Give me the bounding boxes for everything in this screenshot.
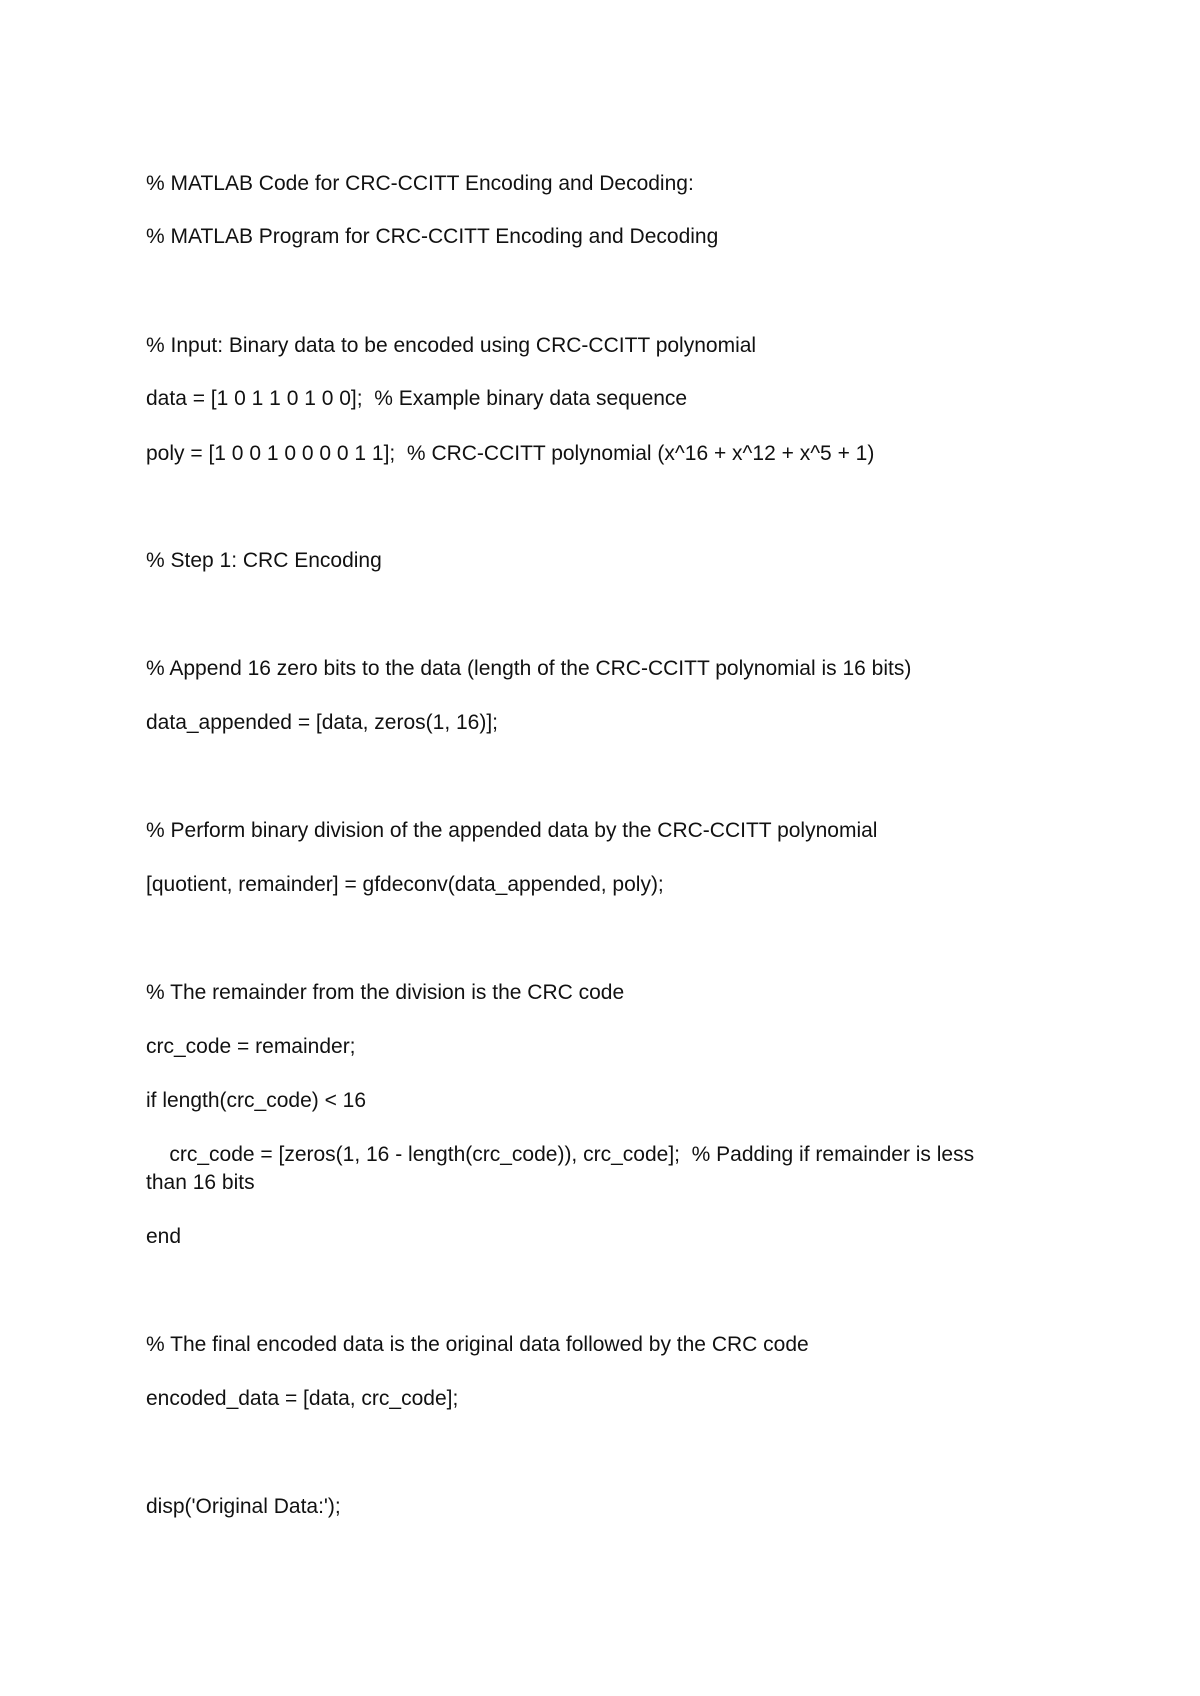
code-comment-input: % Input: Binary data to be encoded using CRC-CCITT polynomial xyxy=(146,334,757,357)
code-line-data: data = [1 0 1 1 0 1 0 0]; % Example binary data sequence xyxy=(146,387,688,410)
code-line-data-appended: data_appended = [data, zeros(1, 16)]; xyxy=(146,711,499,734)
code-comment-append: % Append 16 zero bits to the data (length of the CRC-CCITT polynomial is 16 bits) xyxy=(146,657,912,680)
code-line-end: end xyxy=(146,1225,182,1248)
code-line-padding-cont: than 16 bits xyxy=(146,1171,255,1194)
code-comment-step1: % Step 1: CRC Encoding xyxy=(146,549,382,572)
code-comment-remainder: % The remainder from the division is the CRC code xyxy=(146,981,625,1004)
code-line-gfdeconv: [quotient, remainder] = gfdeconv(data_appended, poly); xyxy=(146,873,664,896)
code-line-disp: disp('Original Data:'); xyxy=(146,1495,341,1518)
code-comment-final: % The final encoded data is the original data followed by the CRC code xyxy=(146,1333,809,1356)
code-line-crc-code: crc_code = remainder; xyxy=(146,1035,356,1058)
code-line-poly: poly = [1 0 0 1 0 0 0 0 1 1]; % CRC-CCITT polynomial (x^16 + x^12 + x^5 + 1) xyxy=(146,442,875,465)
code-line-if: if length(crc_code) < 16 xyxy=(146,1089,367,1112)
code-comment-title: % MATLAB Code for CRC-CCITT Encoding and Decoding: xyxy=(146,172,694,195)
code-comment-division: % Perform binary division of the appended data by the CRC-CCITT polynomial xyxy=(146,819,878,842)
code-line-encoded-data: encoded_data = [data, crc_code]; xyxy=(146,1387,459,1410)
code-comment-program: % MATLAB Program for CRC-CCITT Encoding and Decoding xyxy=(146,225,719,248)
code-line-padding: crc_code = [zeros(1, 16 - length(crc_code)), crc_code]; % Padding if remainder is less xyxy=(146,1143,975,1166)
